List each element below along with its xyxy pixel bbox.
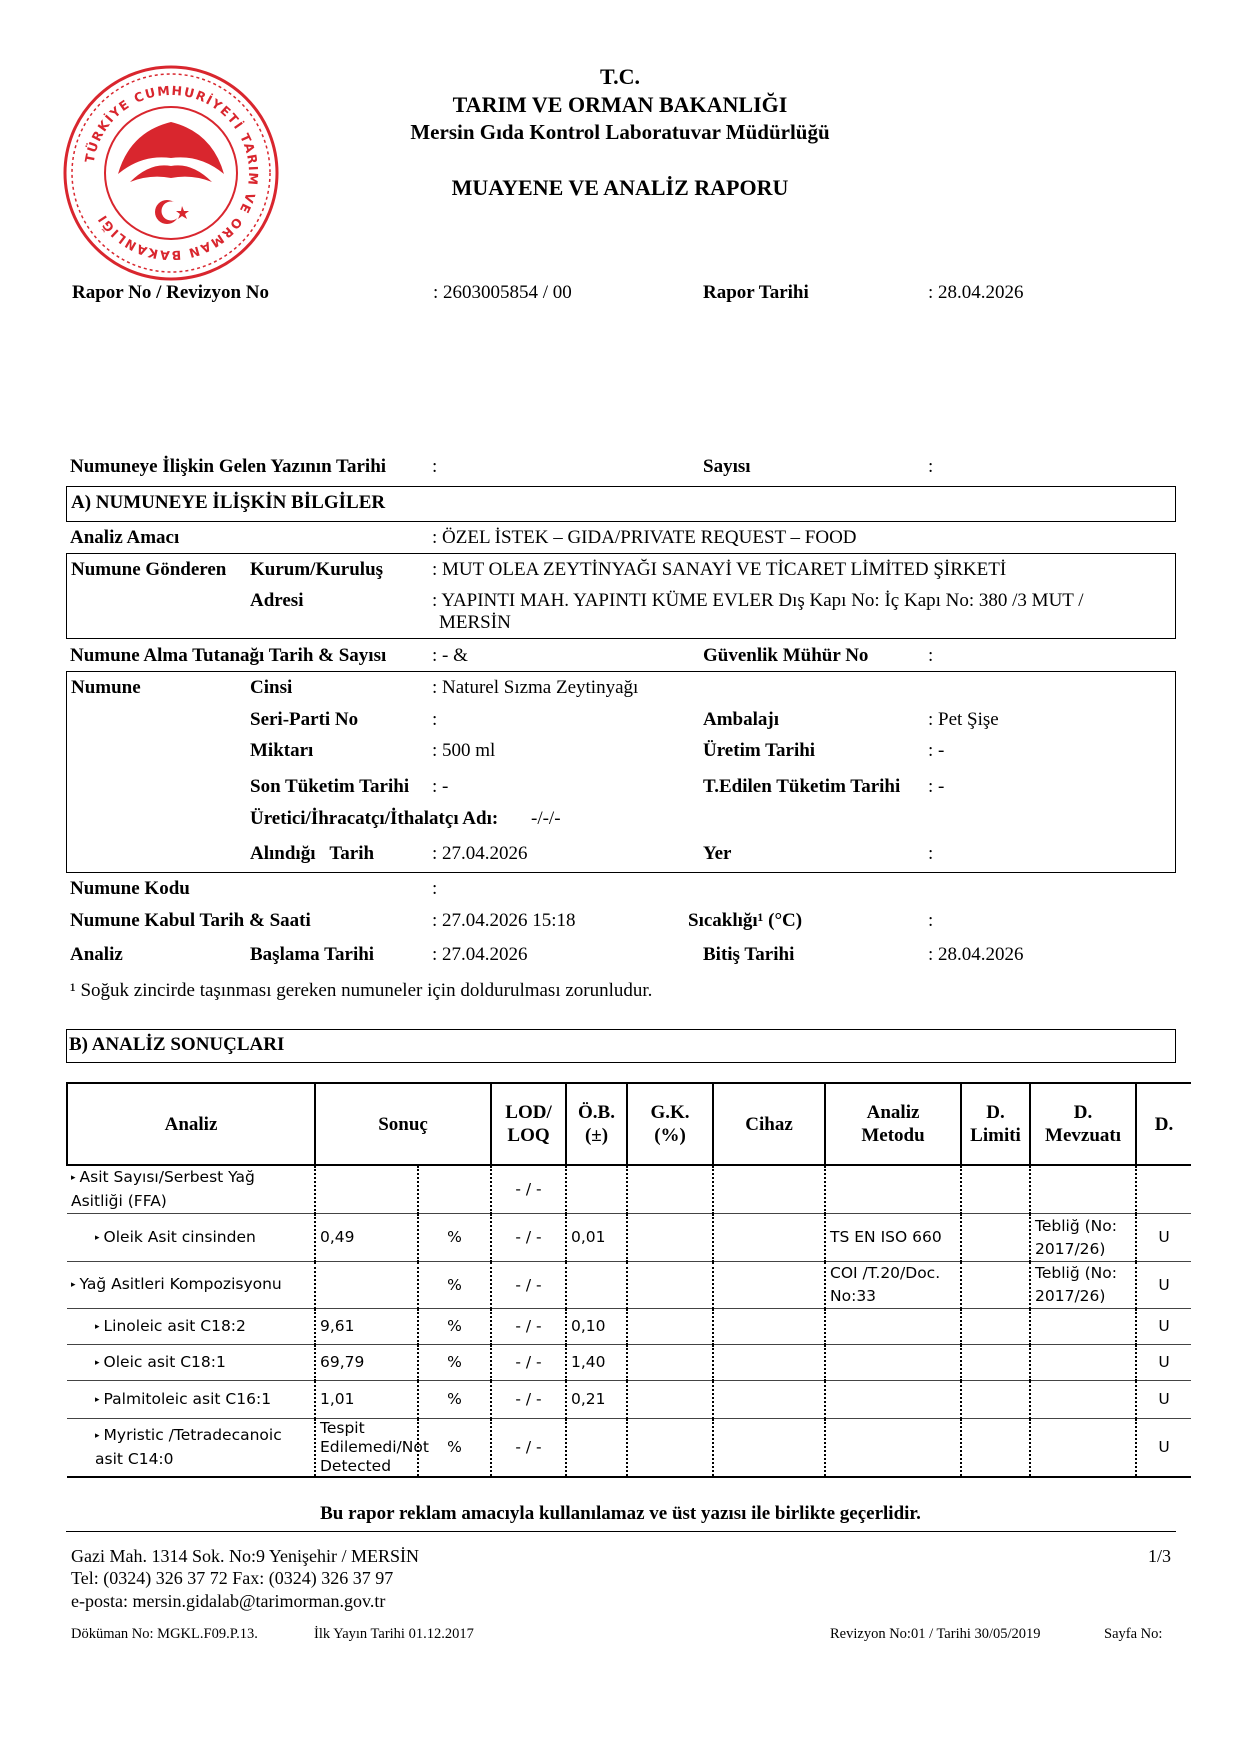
regulation-cell (1030, 1309, 1136, 1345)
sample-label: Numune (71, 677, 141, 698)
method-cell (825, 1309, 961, 1345)
letter-date-value: : (432, 456, 438, 477)
address-line2: MERSİN (439, 612, 511, 633)
address-label: Adresi (250, 590, 304, 611)
section-b-title: B) ANALİZ SONUÇLARI (69, 1034, 285, 1055)
accept-value: : 27.04.2026 15:18 (432, 910, 576, 931)
ministry-seal (60, 62, 282, 284)
footer-divider (66, 1531, 1176, 1532)
header-ministry: TARIM VE ORMAN BAKANLIĞI (452, 92, 788, 117)
taken-label: Alındığı Tarih (250, 843, 375, 864)
revision-info: Revizyon No:01 / Tarihi 30/05/2019 (830, 1626, 1041, 1642)
amount-value: : 500 ml (432, 740, 496, 761)
device-cell (713, 1419, 825, 1478)
method-cell (825, 1165, 961, 1214)
limit-cell (961, 1309, 1030, 1345)
lod-cell: - / - (491, 1214, 566, 1262)
device-cell (713, 1214, 825, 1262)
package-label: Ambalajı (703, 709, 779, 730)
method-cell (825, 1345, 961, 1381)
start-value: : 27.04.2026 (432, 944, 528, 965)
bullet-icon: ▸ (95, 1394, 100, 1405)
svg-text:TÜRKİYE CUMHURİYETİ TARIM VE O: TÜRKİYE CUMHURİYETİ TARIM VE ORMAN BAKANLIĞI (81, 82, 262, 264)
gk-cell (627, 1345, 713, 1381)
gk-cell (627, 1381, 713, 1419)
protocol-label: Numune Alma Tutanağı Tarih & Sayısı (70, 645, 387, 666)
ob-cell (566, 1262, 627, 1309)
production-date-value: : - (928, 740, 945, 761)
table-row (67, 1419, 1191, 1478)
ob-cell: 1,40 (566, 1345, 627, 1381)
d-cell: U (1136, 1214, 1191, 1262)
limit-cell (961, 1165, 1030, 1214)
table-row (67, 1345, 1191, 1381)
bullet-icon: ▸ (71, 1173, 76, 1183)
analysis-name-cell (67, 1165, 315, 1214)
place-label: Yer (703, 843, 732, 864)
ob-cell (566, 1165, 627, 1214)
org-value: : MUT OLEA ZEYTİNYAĞI SANAYİ VE TİCARET LİMİTED ŞİRKETİ (432, 559, 1007, 580)
unit-cell: % (418, 1309, 491, 1345)
gk-cell (627, 1309, 713, 1345)
report-no-value: : 2603005854 / 00 (433, 282, 572, 303)
taken-value: : 27.04.2026 (432, 843, 528, 864)
bullet-icon: ▸ (95, 1357, 100, 1368)
unit-cell: % (418, 1419, 491, 1478)
col-analiz: Analiz (67, 1083, 315, 1165)
col-cihaz: Cihaz (713, 1083, 825, 1165)
limit-cell (961, 1262, 1030, 1309)
address-line1: : YAPINTI MAH. YAPINTI KÜME EVLER Dış Kapı No: İç Kapı No: 380 /3 MUT / (432, 590, 1084, 611)
header-tc: T.C. (600, 64, 640, 89)
device-cell (713, 1309, 825, 1345)
result-cell: 69,79 (315, 1345, 418, 1381)
letter-count-value: : (928, 456, 934, 477)
gk-cell (627, 1165, 713, 1214)
notice: Bu rapor reklam amacıyla kullanılamaz ve üst yazısı ile birlikte geçerlidir. (320, 1503, 921, 1524)
section-a-title: A) NUMUNEYE İLİŞKİN BİLGİLER (71, 492, 386, 513)
security-seal-value: : (928, 645, 934, 666)
analysis-label: Analiz (70, 944, 123, 965)
regulation-cell: Tebliğ (No: 2017/26) (1030, 1214, 1136, 1262)
analysis-name-cell (67, 1309, 315, 1345)
letter-date-label: Numuneye İlişkin Gelen Yazının Tarihi (70, 456, 387, 477)
method-cell (825, 1381, 961, 1419)
preferred-date-value: : - (928, 776, 945, 797)
batch-label: Seri-Parti No (250, 709, 359, 730)
result-cell: Tespit Edilemedi/Not Detected (315, 1419, 418, 1478)
result-cell: 9,61 (315, 1309, 418, 1345)
analysis-name-cell (67, 1345, 315, 1381)
gk-cell (627, 1262, 713, 1309)
d-cell: U (1136, 1345, 1191, 1381)
end-value: : 28.04.2026 (928, 944, 1024, 965)
header-lab: Mersin Gıda Kontrol Laboratuvar Müdürlüğü (410, 120, 830, 144)
unit-cell: % (418, 1381, 491, 1419)
bullet-icon: ▸ (95, 1232, 100, 1243)
col-d: D. (1136, 1083, 1191, 1165)
result-cell (315, 1262, 418, 1309)
col-ob: Ö.B. (±) (566, 1083, 627, 1165)
report-title: MUAYENE VE ANALİZ RAPORU (451, 175, 789, 200)
protocol-value: : - & (432, 645, 468, 666)
analysis-name-cell (67, 1381, 315, 1419)
place-value: : (928, 843, 934, 864)
analysis-name-cell (67, 1419, 315, 1478)
production-date-label: Üretim Tarihi (703, 740, 816, 761)
method-cell: COI /T.20/Doc. No:33 (825, 1262, 961, 1309)
temperature-value: : (928, 910, 934, 931)
d-cell: U (1136, 1262, 1191, 1309)
table-row (67, 1381, 1191, 1419)
gk-cell (627, 1419, 713, 1478)
result-cell: 1,01 (315, 1381, 418, 1419)
first-publication: İlk Yayın Tarihi 01.12.2017 (314, 1626, 474, 1642)
regulation-cell (1030, 1419, 1136, 1478)
footnote: ¹ Soğuk zincirde taşınması gereken numuneler için doldurulması zorunludur. (70, 980, 653, 1001)
ob-cell (566, 1419, 627, 1478)
expiry-value: : - (432, 776, 449, 797)
d-cell: U (1136, 1419, 1191, 1478)
batch-value: : (432, 709, 438, 730)
footer-address: Gazi Mah. 1314 Sok. No:9 Yenişehir / MERSİN (71, 1546, 420, 1566)
purpose-value: : ÖZEL İSTEK – GIDA/PRIVATE REQUEST – FOOD (432, 527, 857, 548)
col-lod: LOD/ LOQ (491, 1083, 566, 1165)
ob-cell: 0,21 (566, 1381, 627, 1419)
footer-page: 1/3 (1148, 1546, 1172, 1566)
results-table (66, 1082, 1191, 1478)
lod-cell: - / - (491, 1309, 566, 1345)
gk-cell (627, 1214, 713, 1262)
analysis-name-cell (67, 1214, 315, 1262)
col-limit: D. Limiti (961, 1083, 1030, 1165)
expiry-label: Son Tüketim Tarihi (250, 776, 410, 797)
d-cell (1136, 1165, 1191, 1214)
limit-cell (961, 1381, 1030, 1419)
lod-cell: - / - (491, 1381, 566, 1419)
regulation-cell (1030, 1165, 1136, 1214)
analysis-name: Palmitoleic asit C16:1 (103, 1389, 272, 1408)
method-cell (825, 1419, 961, 1478)
unit-cell: % (418, 1262, 491, 1309)
method-cell: TS EN ISO 660 (825, 1214, 961, 1262)
table-row (67, 1262, 1191, 1309)
col-mevzuat: D. Mevzuatı (1030, 1083, 1136, 1165)
unit-cell: % (418, 1214, 491, 1262)
regulation-cell (1030, 1381, 1136, 1419)
table-row (67, 1309, 1191, 1345)
code-value: : (432, 878, 438, 899)
analysis-name: Yağ Asitleri Kompozisyonu (79, 1275, 282, 1293)
table-row (67, 1165, 1191, 1214)
analysis-name: Asit Sayısı/Serbest Yağ Asitliği (FFA) (71, 1168, 255, 1210)
ob-cell: 0,01 (566, 1214, 627, 1262)
regulation-cell: Tebliğ (No: 2017/26) (1030, 1262, 1136, 1309)
report-no-label: Rapor No / Revizyon No (72, 282, 270, 303)
footer-email: e-posta: mersin.gidalab@tarimorman.gov.tr (71, 1591, 386, 1611)
page-label: Sayfa No: (1104, 1626, 1163, 1642)
sample-box (66, 671, 1176, 873)
preferred-date-label: T.Edilen Tüketim Tarihi (703, 776, 901, 797)
col-gk: G.K. (%) (627, 1083, 713, 1165)
limit-cell (961, 1419, 1030, 1478)
type-label: Cinsi (250, 677, 293, 698)
limit-cell (961, 1345, 1030, 1381)
sender-label: Numune Gönderen (71, 559, 227, 580)
unit-cell (418, 1165, 491, 1214)
code-label: Numune Kodu (70, 878, 190, 899)
analysis-name-cell (67, 1262, 315, 1309)
lod-cell: - / - (491, 1165, 566, 1214)
analysis-name: Myristic /Tetradecanoic asit C14:0 (95, 1426, 282, 1468)
report-date-value: : 28.04.2026 (928, 282, 1024, 303)
lod-cell: - / - (491, 1345, 566, 1381)
accept-label: Numune Kabul Tarih & Saati (70, 910, 311, 931)
doc-no: Döküman No: MGKL.F09.P.13. (71, 1626, 258, 1642)
security-seal-label: Güvenlik Mühür No (703, 645, 869, 666)
purpose-label: Analiz Amacı (70, 527, 180, 548)
temperature-label: Sıcaklığı¹ (°C) (688, 910, 803, 931)
unit-cell: % (418, 1345, 491, 1381)
maker-value: -/-/- (531, 808, 561, 829)
end-label: Bitiş Tarihi (703, 944, 795, 965)
type-value: : Naturel Sızma Zeytinyağı (432, 677, 639, 698)
analysis-name: Linoleic asit C18:2 (103, 1316, 246, 1335)
lod-cell: - / - (491, 1262, 566, 1309)
letter-count-label: Sayısı (703, 456, 751, 477)
bullet-icon: ▸ (71, 1280, 76, 1290)
package-value: : Pet Şişe (928, 709, 999, 730)
start-label: Başlama Tarihi (250, 944, 375, 965)
report-date-label: Rapor Tarihi (703, 282, 809, 303)
lod-cell: - / - (491, 1419, 566, 1478)
analysis-name: Oleic asit C18:1 (103, 1352, 226, 1371)
result-cell: 0,49 (315, 1214, 418, 1262)
result-cell (315, 1165, 418, 1214)
table-row (67, 1214, 1191, 1262)
d-cell: U (1136, 1309, 1191, 1345)
device-cell (713, 1262, 825, 1309)
regulation-cell (1030, 1345, 1136, 1381)
d-cell: U (1136, 1381, 1191, 1419)
bullet-icon: ▸ (95, 1321, 100, 1332)
bullet-icon: ▸ (95, 1431, 100, 1441)
col-sonuc: Sonuç (315, 1083, 491, 1165)
device-cell (713, 1345, 825, 1381)
ob-cell: 0,10 (566, 1309, 627, 1345)
limit-cell (961, 1214, 1030, 1262)
footer-phone: Tel: (0324) 326 37 72 Fax: (0324) 326 37 97 (71, 1568, 394, 1588)
amount-label: Miktarı (250, 740, 314, 761)
analysis-name: Oleik Asit cinsinden (103, 1227, 256, 1246)
maker-label: Üretici/İhracatçı/İthalatçı Adı: (250, 808, 499, 829)
col-metod: Analiz Metodu (825, 1083, 961, 1165)
device-cell (713, 1165, 825, 1214)
device-cell (713, 1381, 825, 1419)
org-label: Kurum/Kuruluş (250, 559, 384, 580)
